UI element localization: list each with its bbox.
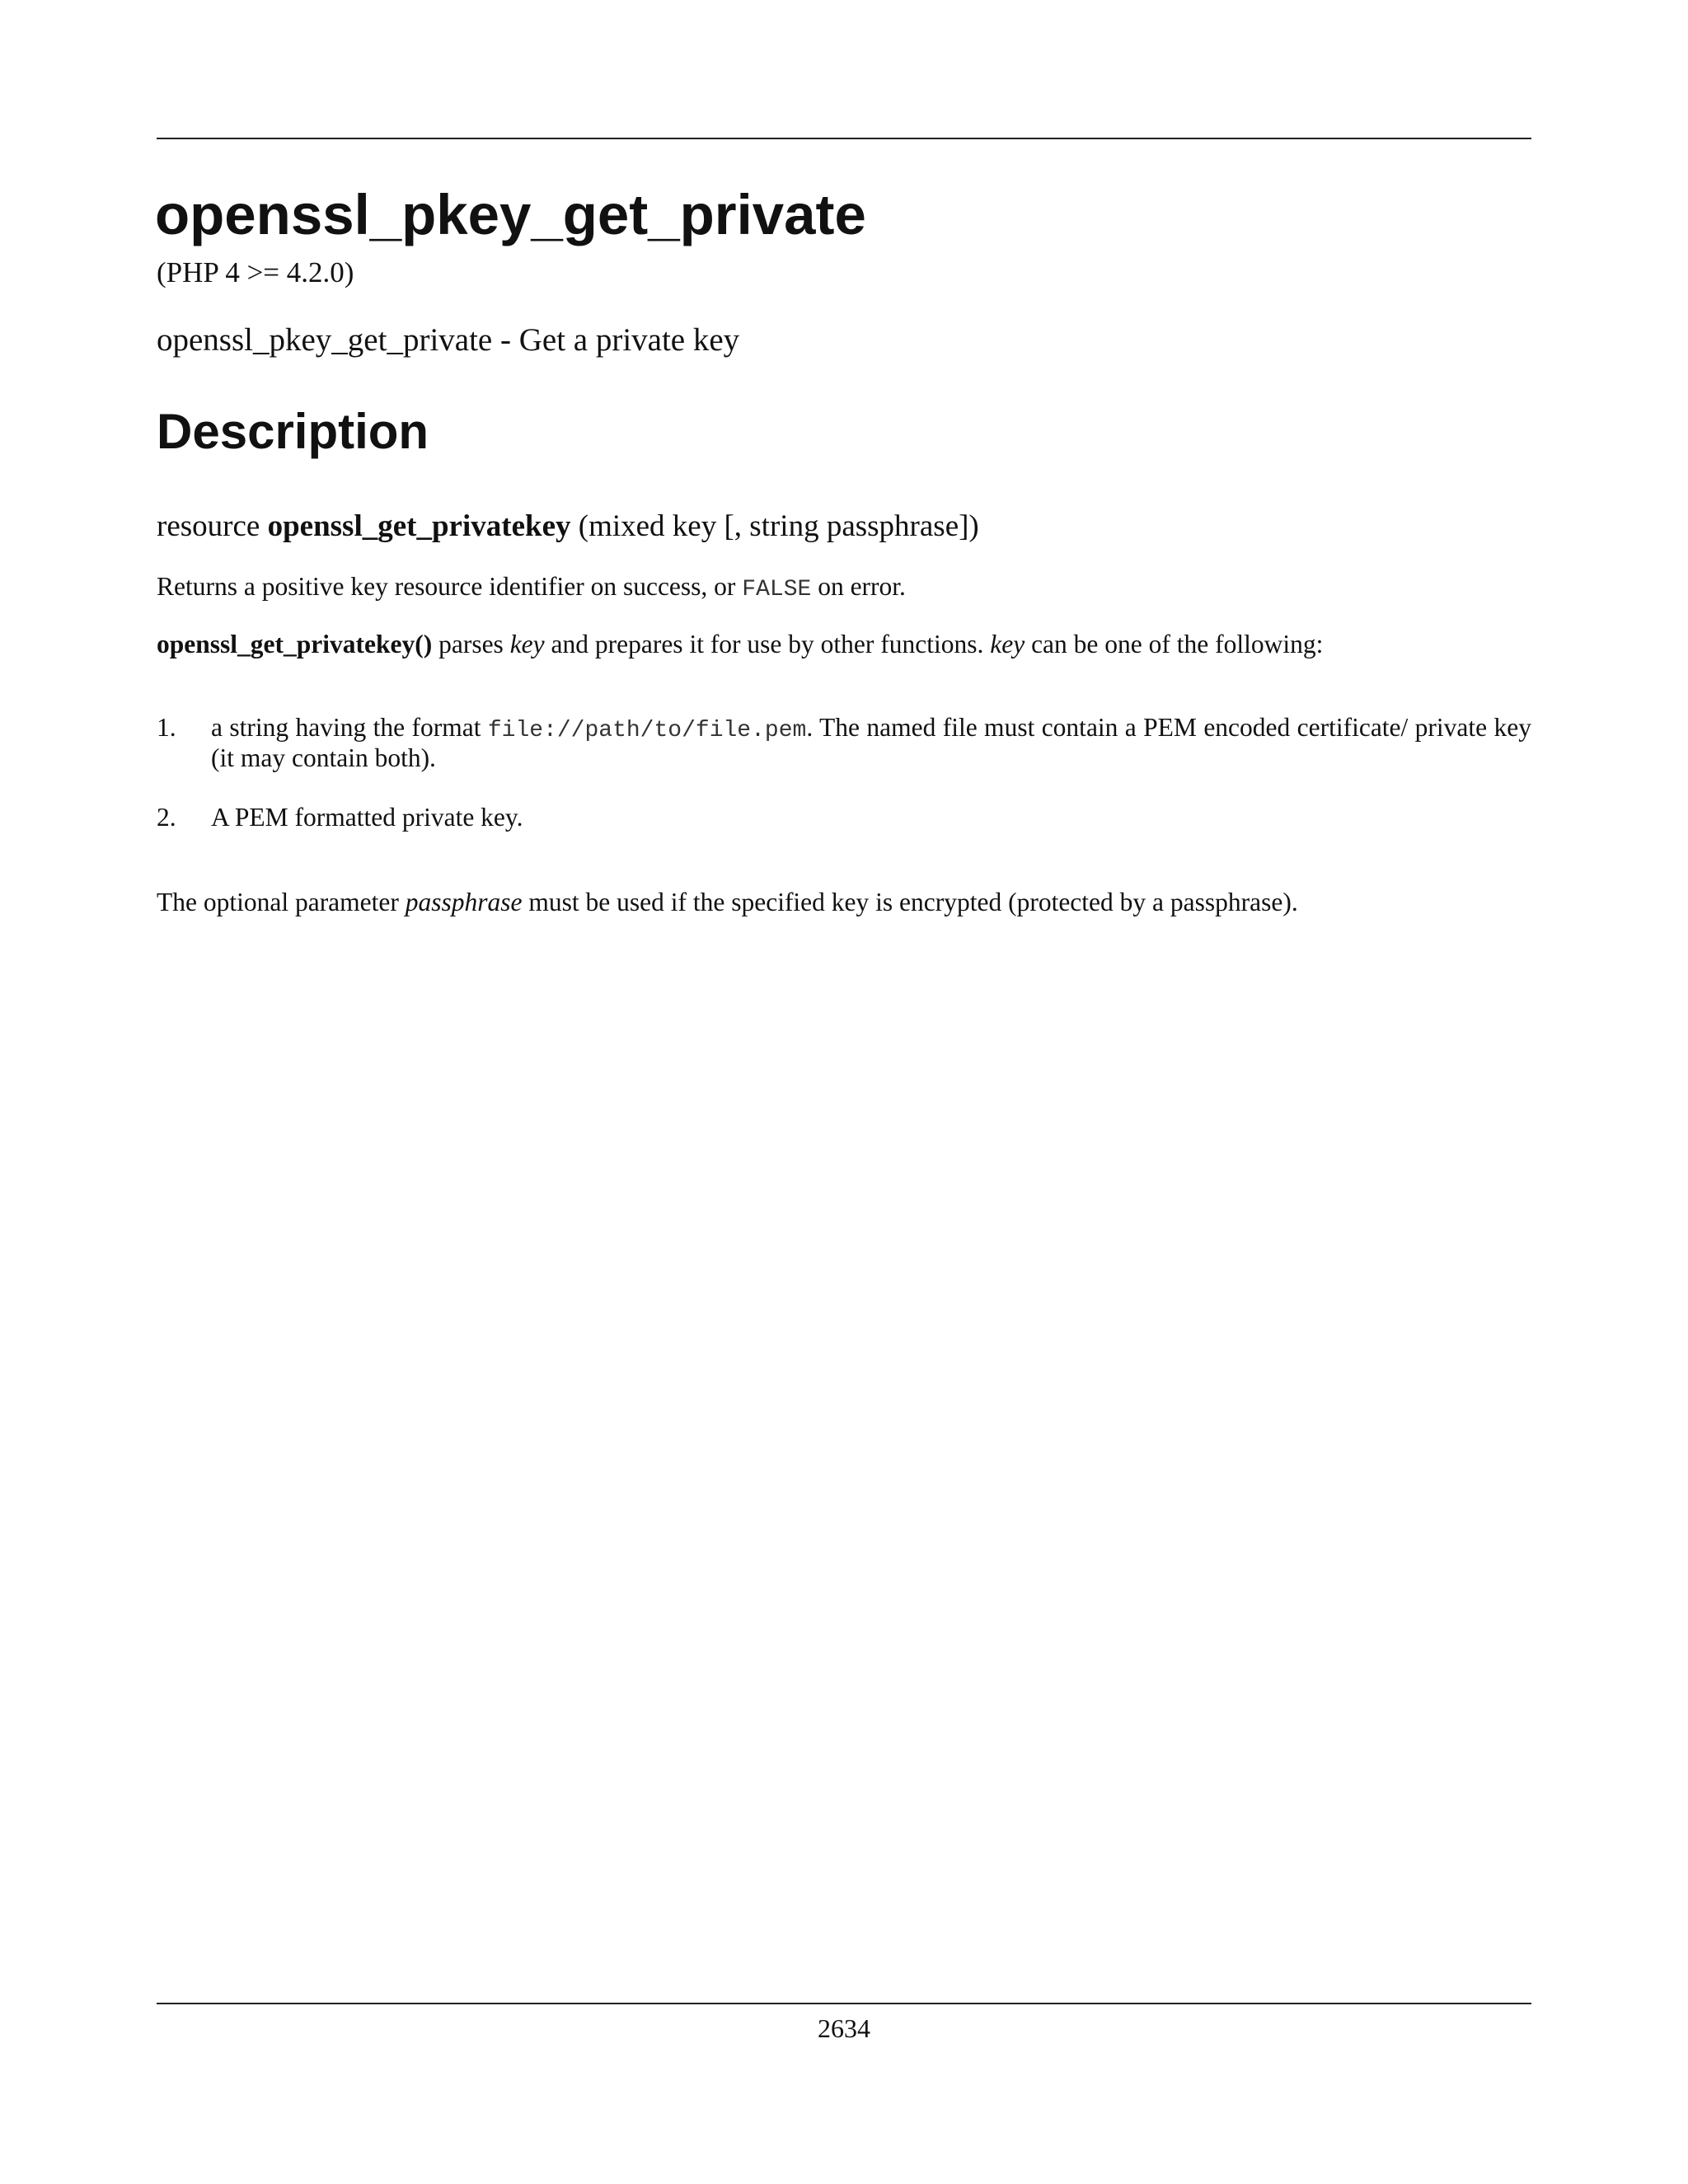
list-item-text-after: . The named file must contain a PEM encoded certificate/ private key (it may contain both).	[211, 713, 1531, 772]
parses-text-1: parses	[438, 630, 504, 658]
return-type: resource	[157, 509, 260, 543]
refpurpose: openssl_pkey_get_private - Get a private key	[157, 322, 740, 358]
footer-rule	[157, 2003, 1531, 2004]
parses-text-2: and prepares it for use by other functions.	[551, 630, 984, 658]
list-item	[157, 714, 1531, 772]
param-key-1: key	[509, 630, 545, 658]
list-item-text-before: a string having the format	[211, 713, 481, 742]
list-item-body	[211, 714, 1531, 772]
page-title: openssl_pkey_get_private	[155, 183, 866, 246]
optional-paragraph	[157, 887, 1531, 918]
parses-paragraph	[157, 629, 1531, 660]
returns-paragraph	[157, 571, 1531, 604]
param-key-2: key	[990, 630, 1025, 658]
file-path-code: file://path/to/file.pem	[487, 718, 807, 743]
parses-text-3: can be one of the following:	[1031, 630, 1324, 658]
optional-text-after: must be used if the specified key is encrypted (protected by a passphrase).	[528, 888, 1298, 916]
param-passphrase: passphrase	[405, 888, 523, 916]
page-number: 2634	[818, 2013, 870, 2043]
function-reference: openssl_get_privatekey()	[157, 630, 433, 658]
method-params: (mixed key [, string passphrase])	[578, 509, 979, 543]
list-item-number: 1.	[157, 713, 176, 742]
method-synopsis	[157, 509, 979, 545]
list-item-number: 2.	[157, 803, 176, 832]
header-rule	[157, 138, 1531, 139]
returns-text-after: on error.	[818, 572, 906, 601]
list-item-body: A PEM formatted private key.	[211, 803, 523, 832]
version-info: (PHP 4 >= 4.2.0)	[157, 256, 354, 288]
false-constant: FALSE	[742, 577, 812, 602]
list-item	[157, 804, 1531, 832]
section-heading-description: Description	[157, 404, 429, 459]
returns-text-before: Returns a positive key resource identifier on success, or	[157, 572, 736, 601]
method-name: openssl_get_privatekey	[267, 509, 571, 543]
optional-text-before: The optional parameter	[157, 888, 399, 916]
